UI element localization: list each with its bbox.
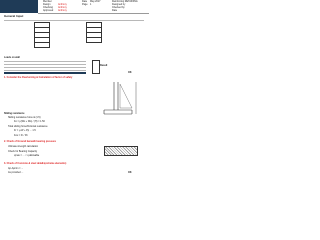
sliding-heading: Sliding resistance — [4, 112, 25, 115]
formula-f3: Total sliding force/frictional resistance — [8, 125, 48, 128]
loads-heading: Loads on wall — [4, 56, 20, 59]
formula-f1: Sliding resistance force & (1.5) — [8, 116, 41, 119]
header-cells — [38, 0, 149, 14]
header-label-3: Checking — [43, 6, 53, 9]
formula-f2: Fo = μ(Wc + Ws) / (H) = 1.50 — [14, 120, 45, 123]
header-right-4: Date — [112, 9, 118, 12]
bearing-heading: 2. Check of Ground beneath bearing pressure — [4, 140, 56, 143]
divider — [4, 61, 86, 62]
formula-f6: Ultimate strength calculation — [8, 145, 39, 148]
header-label-1: Member — [43, 0, 52, 3]
moments-heading: 3. Check of Concrete & steel details(extreme elements) — [4, 162, 67, 165]
header-value-3: Anthony — [58, 6, 67, 9]
input-heading: General Input — [4, 14, 24, 18]
header-label-2: Design — [43, 3, 51, 6]
retaining-wall-diagram — [100, 80, 144, 120]
divider — [4, 20, 144, 21]
formula-f8: qmax = ... < q allowable — [14, 154, 40, 157]
formula-f7: Check for Bearing Capacity — [8, 150, 38, 153]
document-page — [0, 0, 149, 198]
stability-heading: 1. Consider the Overturning & Calculation of factor of safety — [4, 76, 73, 79]
formula-f4: Fr = μ·W + Pp ... 1.5 — [14, 129, 36, 132]
header-value-4: Anthony — [58, 9, 67, 12]
header-right-2: Designed by — [112, 3, 126, 6]
header-page-label: Page — [82, 3, 88, 6]
header-right-3: Checked by — [112, 6, 125, 9]
result-value: OK — [128, 71, 132, 74]
divider — [4, 64, 86, 65]
divider — [4, 70, 86, 71]
ok-label: OK — [128, 171, 132, 174]
header-label-4: Approved — [43, 9, 54, 12]
formula-f9: Ap-Apmin = ... — [8, 167, 24, 170]
header-date-label: Date — [82, 0, 88, 3]
header-logo-block — [0, 0, 38, 13]
header-right-1: Reinforcing RETAINING — [112, 0, 138, 3]
input-cell — [34, 42, 50, 48]
divider — [4, 67, 86, 68]
formula-f5: Fos = Fr / Fh — [14, 134, 28, 137]
header-value-2: Anthony — [58, 3, 67, 6]
input-cell — [86, 37, 102, 43]
header-date-value: May 2017 — [90, 0, 101, 3]
result-box — [92, 60, 100, 74]
header — [0, 0, 149, 13]
earth-pressure-triangle — [120, 84, 132, 108]
bearing-pressure-diagram — [104, 146, 138, 156]
loads-total-bar — [4, 72, 86, 74]
result-label: Result — [100, 64, 108, 67]
header-page-value: 1 — [90, 3, 92, 6]
formula-f10: As provided ... — [8, 171, 24, 174]
